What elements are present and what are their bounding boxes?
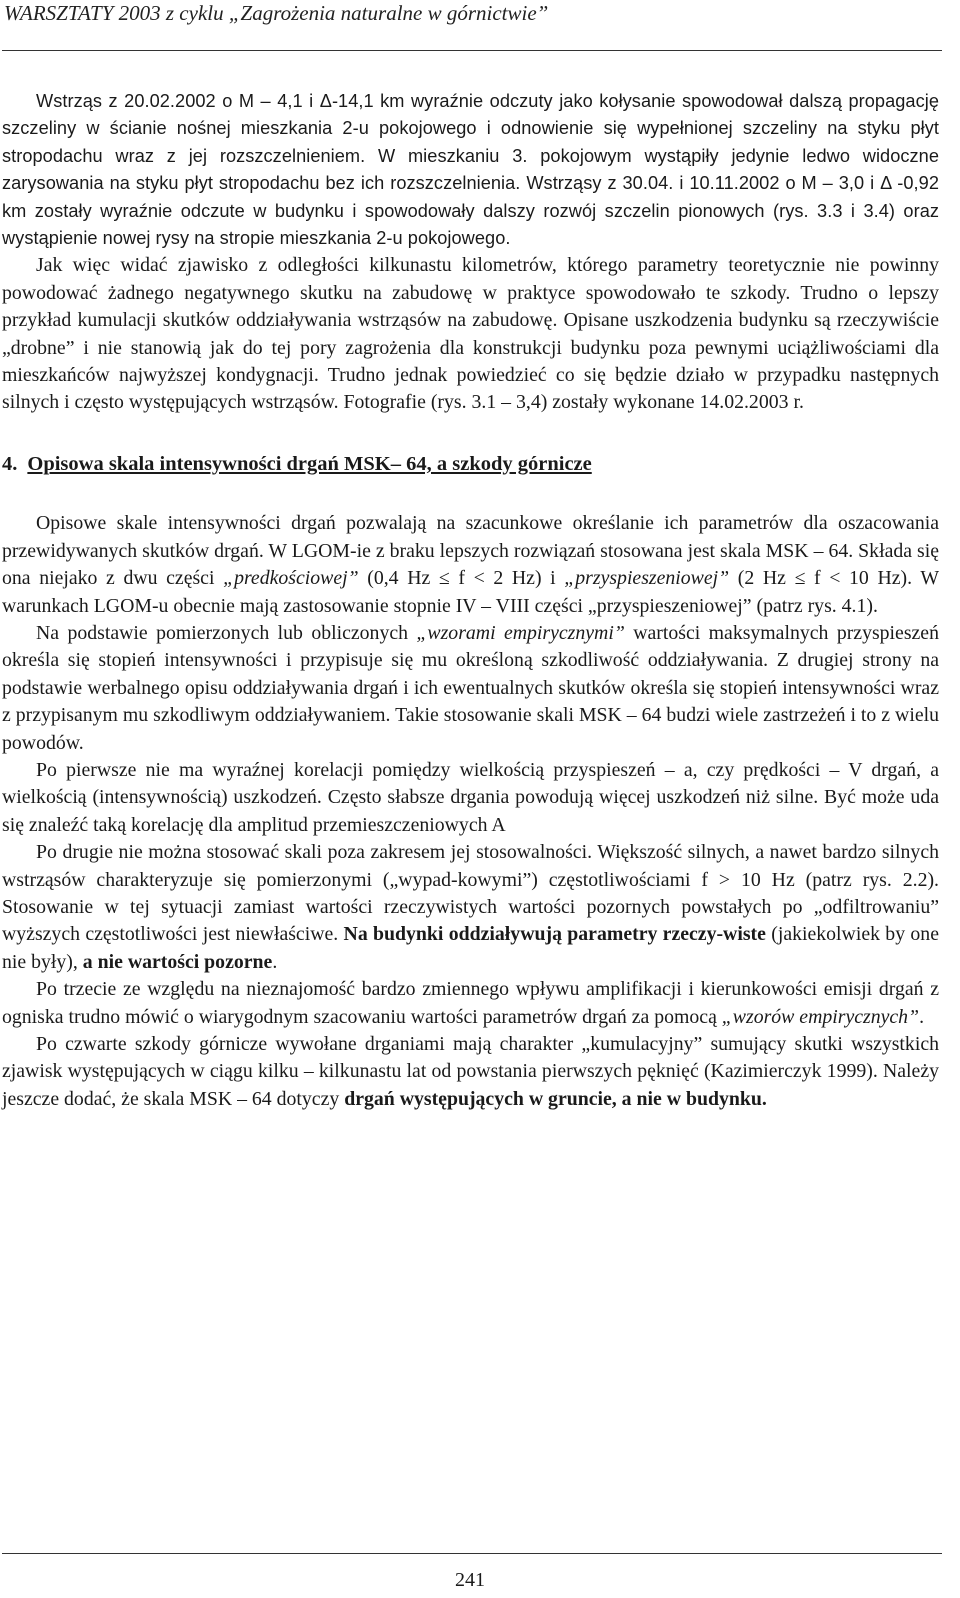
text-run: Po drugie nie można stosować skali poza zakresem jej stosowalności. Większość silnych, a nawet bardzo silnych wstrząsów charakteryzuje się pomierzonymi („wypad-kowymi”) częstotliwościami f > 10 Hz (patrz rys. 2.2). Stosowanie w tej sytuacji zamiast wartości rzeczywistych wartości pozornych powstałych po „odfiltrowaniu” wyższych częstotliwości jest niewłaściwe. [2, 841, 939, 946]
text-run: . [919, 1005, 925, 1028]
document-body [2, 88, 939, 1113]
section-title: Opisowa skala intensywności drgań MSK– 64, a szkody górnicze [27, 452, 592, 475]
section-heading [2, 451, 939, 478]
bold-statement: Na budynki oddziaływują parametry rzeczy-wiste [343, 923, 766, 946]
bold-statement: drgań występujących w gruncie, a nie w budynku. [344, 1087, 767, 1110]
paragraph-tremor-description: Wstrząs z 20.02.2002 o M – 4,1 i Δ-14,1 km wyraźnie odczuty jako kołysanie spowodował dalszą propagację szczeliny w ścianie nośnej mieszkania 2-u pokojowego i odnowienie się wypełnionej szczeliny na styku płyt stropodachu wraz z jej rozszczelnieniem. W mieszkaniu 3. pokojowym wystąpiły jedynie ledwo widoczne zarysowania na styku płyt stropodachu bez ich rozszczelnienia. Wstrząsy z 30.04. i 10.11.2002 o M – 3,0 i Δ -0,92 km zostały wyraźnie odczute w budynku i spowodowały dalszy rozwój szczelin pionowych (rys. 3.3 i 3.4) oraz wystąpienie nowej rysy na stropie mieszkania 2-u pokojowego. [2, 91, 939, 249]
paragraph-scale-intro [2, 510, 939, 620]
text-run: Opisowe skale intensywności drgań pozwalają na szacunkowe określanie ich parametrów dla oszacowania przewidywanych skutków drgań. W LGOM-ie z braku lepszych rozwiązań stosowana jest skala MSK – 64. Składa się ona niejako z dwu części [2, 512, 939, 590]
footer-divider [2, 1553, 942, 1554]
paragraph-first-reason: Po pierwsze nie ma wyraźnej korelacji pomiędzy wielkością przyspieszeń – a, czy prędkości – V drgań, a wielkością (intensywnością) uszkodzeń. Często słabsze drgania powodują więcej uszkodzeń niż silne. Być może uda się znaleźć taką korelację dla amplitud przemieszczeniowych A [2, 758, 939, 836]
text-run: . [272, 950, 278, 973]
running-header: WARSZTATY 2003 z cyklu „Zagrożenia naturalne w górnictwie” [4, 1, 549, 25]
paragraph-third-reason [2, 976, 939, 1031]
bold-statement: a nie wartości pozorne [82, 950, 273, 973]
paragraph-damage-conclusion: Jak więc widać zjawisko z odległości kilkunastu kilometrów, którego parametry teoretycznie nie powinny powodować żadnego negatywnego skutku na zabudowę w praktyce spowodowało te szkody. Trudno o lepszy przykład kumulacji skutków oddziaływania wstrząsów na zabudowę. Opisane uszkodzenia budynku są rzeczywiście „drobne” i nie stanowią jak do tej pory zagrożenia dla konstrukcji budynku poza pewnymi uciążliwościami dla mieszkańców najwyższej kondygnacji. Trudno jednak powiedzieć co się będzie działo w przypadku następnych silnych i często występujących wstrząsów. Fotografie (rys. 3.1 – 3,4) zostały wykonane 14.02.2003 r. [2, 254, 939, 414]
page-number: 241 [455, 1569, 485, 1591]
header-divider [2, 50, 942, 51]
italic-term: „predkościowej” [223, 567, 359, 590]
text-run: (2 Hz ≤ f < 10 Hz). W warunkach LGOM-u obecnie mają zastosowanie stopnie IV – VIII części „przyspieszeniowej” (patrz rys. 4.1). [2, 567, 939, 617]
text-run: (0,4 Hz ≤ f < 2 Hz) i [358, 567, 565, 590]
italic-term: „przyspieszeniowej” [564, 567, 730, 590]
paragraph-empirical-formulas [2, 620, 939, 757]
text-run: (jakiekolwiek by one nie były), [2, 923, 939, 973]
text-run: Po trzecie ze względu na nieznajomość bardzo zmiennego wpływu amplifikacji i kierunkowości emisji drgań z ogniska trudno mówić o wiarygodnym szacowaniu wartości parametrów drgań za pomocą [2, 978, 939, 1028]
text-run: Na podstawie pomierzonych lub obliczonych [36, 621, 417, 644]
paragraph-fourth-reason [2, 1031, 939, 1113]
text-run: Po czwarte szkody górnicze wywołane drganiami mają charakter „kumulacyjny” sumujący skutki wszystkich zjawisk występujących w ciągu kilku – kilkunastu lat od powstania pierwszych pęknięć (Kazimierczyk 1999). Należy jeszcze dodać, że skala MSK – 64 dotyczy [2, 1033, 939, 1110]
section-number: 4. [2, 452, 18, 475]
paragraph-second-reason [2, 839, 939, 976]
italic-term: „wzorami empirycznymi” [416, 621, 625, 644]
text-run: wartości maksymalnych przyspieszeń określa się stopień intensywności i przypisuje się mu określoną szkodliwość oddziaływania. Z drugiej strony na podstawie werbalnego opisu oddziaływania drgań i ich ewentualnych skutków określa się stopień intensywności wraz z przypisanym mu szkodliwym oddziaływaniem. Takie stosowanie skali MSK – 64 budzi wiele zastrzeżeń i to z wielu powodów. [2, 621, 939, 754]
italic-term: „wzorów empirycznych” [721, 1005, 920, 1028]
